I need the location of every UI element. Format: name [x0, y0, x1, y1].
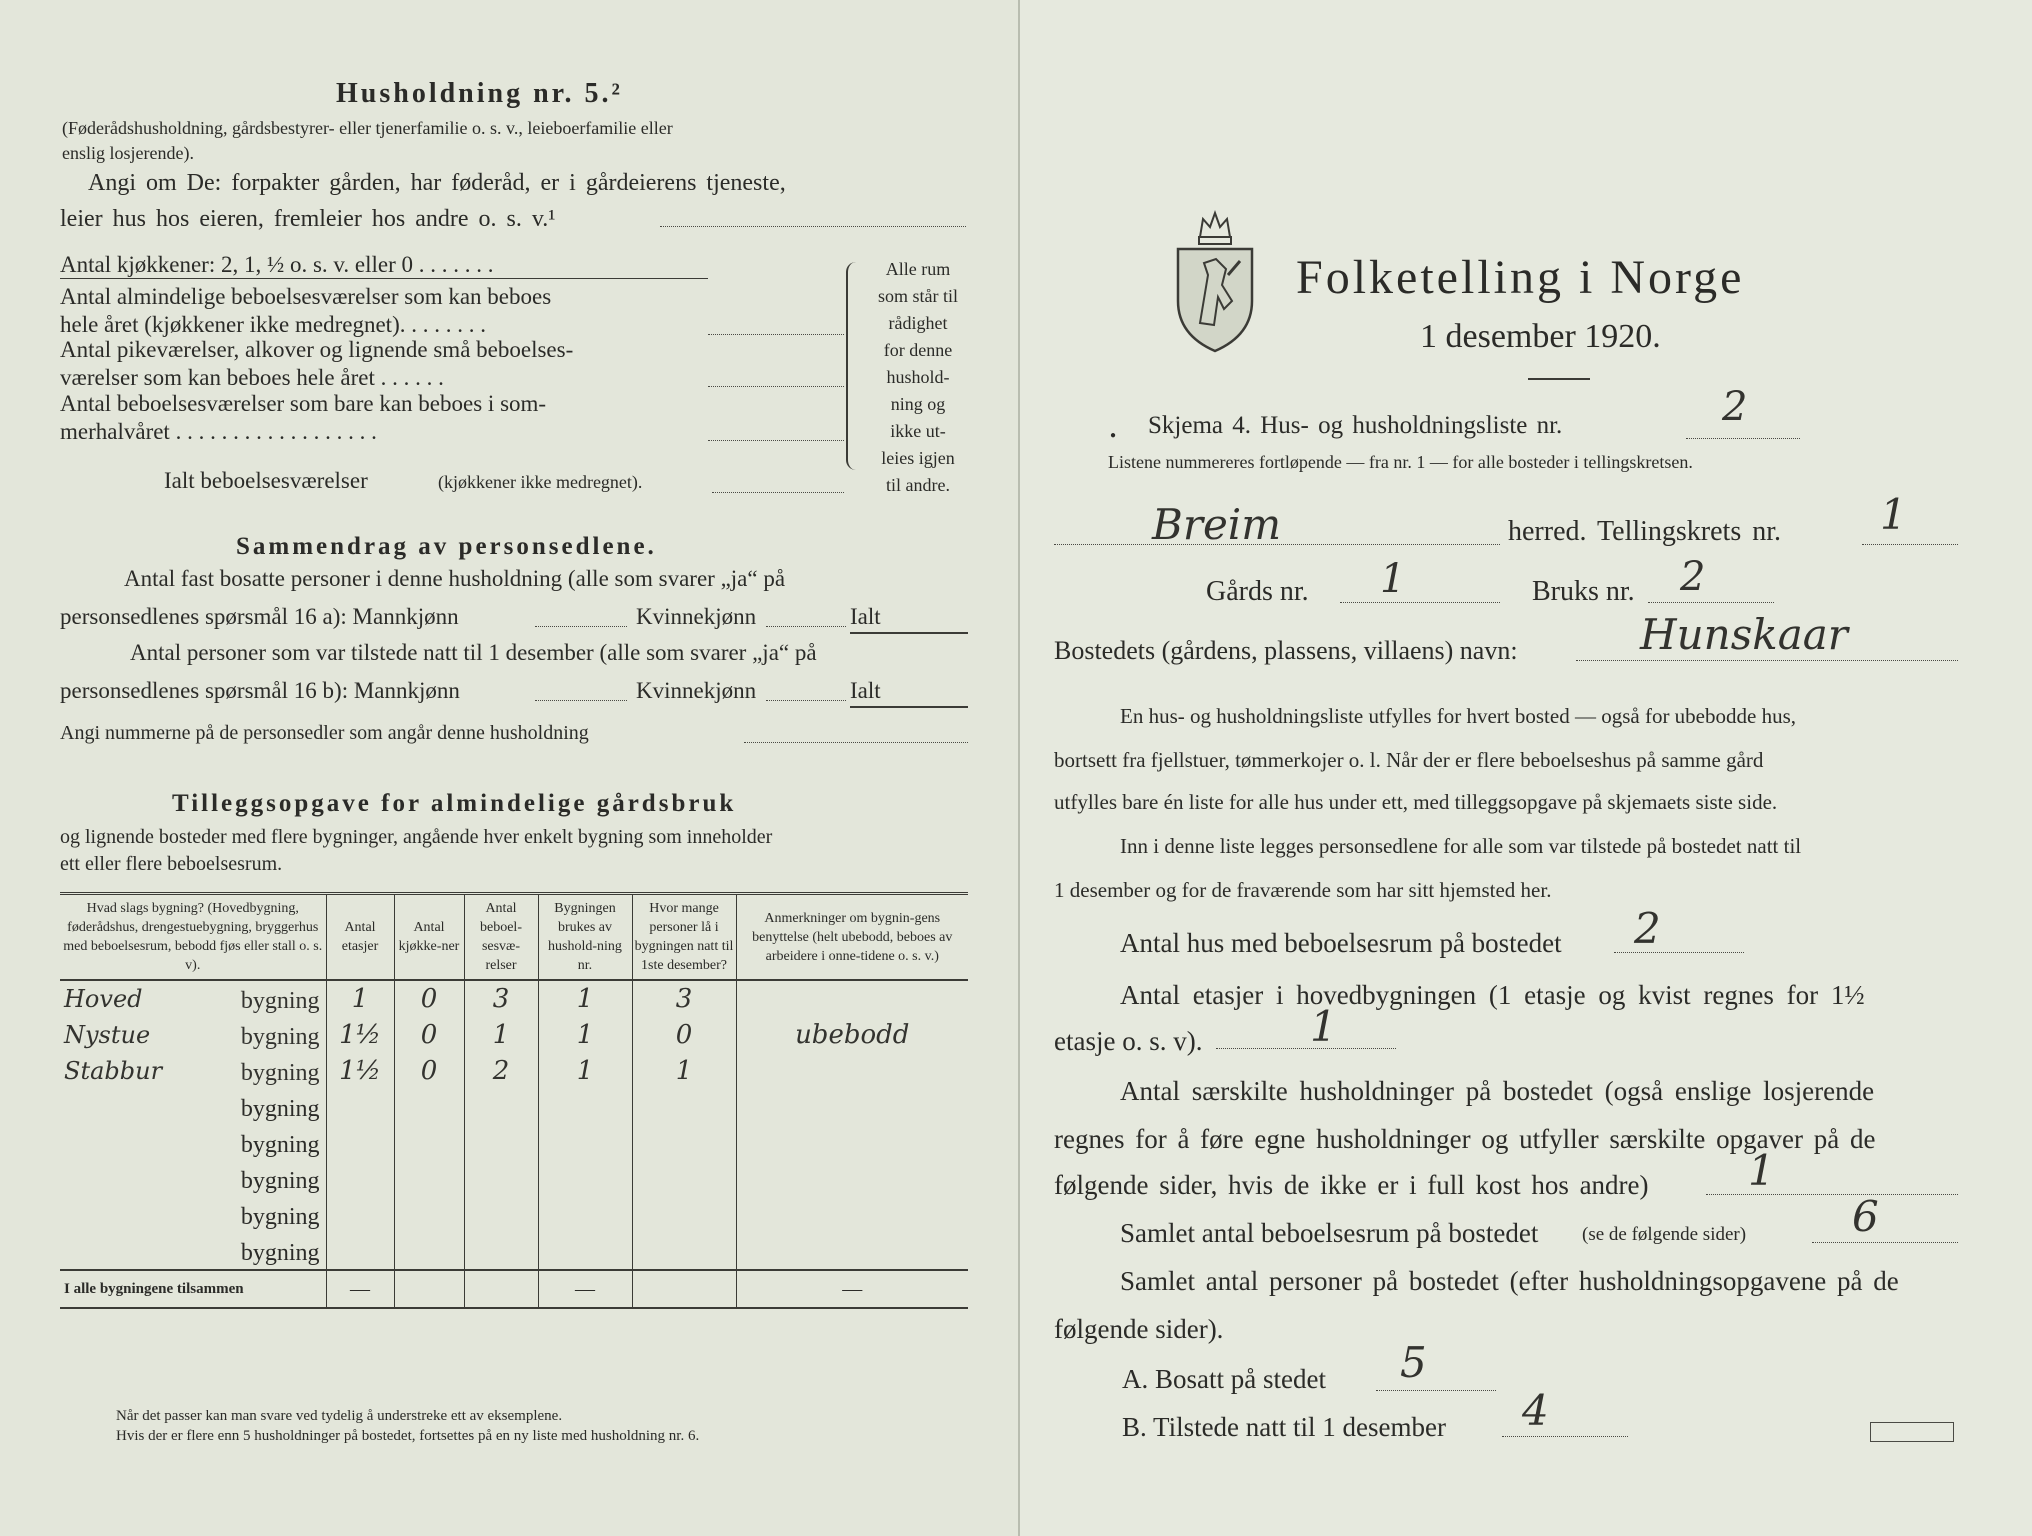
rooms-cell [464, 1125, 538, 1161]
numbers-line: Angi nummerne på de personsedler som angår denne husholdning [60, 722, 589, 744]
household-cell [538, 1089, 632, 1125]
rooms-cell: 3 [464, 980, 538, 1017]
persons-cell [632, 1089, 736, 1125]
summary-line-2: personsedlenes spørsmål 16 a): Mannkjønn [60, 604, 459, 629]
q-persons-1: Samlet antal personer på bostedet (efter husholdningsopgavene på de [1120, 1266, 1899, 1296]
floors-cell [326, 1089, 394, 1125]
side-note [868, 256, 968, 499]
building-word: bygning [240, 1024, 320, 1050]
side-note-line: for denne [883, 340, 953, 360]
female-a-line [766, 626, 846, 627]
q-houses: Antal hus med beboelsesrum på bostedet [1120, 928, 1562, 958]
schema-line: Skjema 4. Hus- og husholdningsliste nr. [1148, 412, 1563, 439]
herred-value: Breim [1152, 500, 1282, 549]
note-cell [736, 1233, 968, 1270]
note-cell [736, 1161, 968, 1197]
ask-line-2: leier hus hos eieren, fremleier hos andre o. s. v.¹ [60, 206, 556, 232]
col-kitchens: Antal kjøkke-ner [394, 894, 464, 981]
supplement-line-1: og lignende bosteder med flere bygninger, angående hver enkelt bygning som inneholder [60, 826, 773, 848]
household-cell [538, 1161, 632, 1197]
rooms-cell [464, 1089, 538, 1125]
q-floors-2: etasje o. s. v). [1054, 1026, 1203, 1056]
total-floors: — [326, 1270, 394, 1308]
total-kitchens [394, 1270, 464, 1308]
side-note-line: ning og [890, 394, 946, 414]
room-line-7: merhalvåret . . . . . . . . . . . . . . . . . . [60, 419, 377, 444]
col-rooms: Antal beboel-sesvæ-relser [464, 894, 538, 981]
coat-of-arms-icon [1170, 205, 1260, 355]
household-cell [538, 1233, 632, 1270]
bruks-no: 2 [1680, 554, 1706, 600]
resident-value: 5 [1400, 1338, 1427, 1387]
census-title: Folketelling i Norge [1296, 251, 1745, 304]
male-b-line [535, 700, 627, 701]
kitchens-cell [394, 1233, 464, 1270]
total-a-label: Ialt [850, 604, 881, 629]
rooms-cell [464, 1233, 538, 1270]
note-cell [736, 1053, 968, 1089]
persons-cell [632, 1161, 736, 1197]
note-cell [736, 980, 968, 1017]
side-note-line: leies igjen [881, 448, 955, 468]
q-floors-1: Antal etasjer i hovedbygningen (1 etasje og kvist regnes for 1½ [1120, 980, 1865, 1010]
numbers-answer-line [744, 742, 968, 743]
room-line-1: Antal kjøkkener: 2, 1, ½ o. s. v. eller 0 . . . . . . . [60, 252, 494, 277]
intro-line-2: enslig losjerende). [62, 143, 194, 163]
col-building-type: Hvad slags bygning? (Hovedbygning, føderådshus, drengestuebygning, bryggerhus med beboelsesrum, bebodd fjøs eller stall o. s. v). [60, 894, 326, 981]
numbered-note: Listene nummereres fortløpende — fra nr. 1 — for alle bosteder i tellingskretsen. [1108, 452, 1693, 472]
side-note-line: hushold- [886, 367, 950, 387]
q-rooms-value: 6 [1852, 1192, 1879, 1241]
floors-cell: 1 [326, 980, 394, 1017]
household-cell [538, 1197, 632, 1233]
household-cell: 1 [538, 1017, 632, 1053]
supplement-title: Tilleggsopgave for almindelige gårdsbruk [172, 790, 737, 817]
summary-line-4: personsedlenes spørsmål 16 b): Mannkjønn [60, 678, 460, 703]
instruction-1: En hus- og husholdningsliste utfylles for hvert bosted — også for ubebodde hus, [1120, 704, 1796, 728]
q-floors-line [1216, 1048, 1396, 1049]
intro-line-1: (Føderådshusholdning, gårdsbestyrer- eller tjenerfamilie o. s. v., leieboerfamilie eller [62, 118, 673, 138]
note-cell [736, 1089, 968, 1125]
male-a-line [535, 626, 627, 627]
col-household: Bygningen brukes av hushold-ning nr. [538, 894, 632, 981]
kitchens-cell: 0 [394, 980, 464, 1017]
ask-answer-line [660, 226, 966, 227]
table-row [60, 1197, 968, 1233]
building-word: bygning [240, 1060, 320, 1086]
building-type-cell [60, 1197, 326, 1233]
table-row [60, 1125, 968, 1161]
col-persons: Hvor mange personer lå i bygningen natt til 1ste desember? [632, 894, 736, 981]
total-b-line [850, 706, 968, 708]
side-note-line: ikke ut- [890, 421, 946, 441]
room-line-3: hele året (kjøkkener ikke medregnet). . . . . . . . [60, 312, 486, 337]
kitchens-cell [394, 1125, 464, 1161]
title-divider [1528, 378, 1590, 380]
room-line-5: værelser som kan beboes hele året . . . . . . [60, 365, 444, 390]
bruks-label: Bruks nr. [1532, 576, 1635, 607]
building-table [60, 892, 968, 1309]
rooms-cell [464, 1161, 538, 1197]
footnote-1: Når det passer kan man svare ved tydelig å understreke ett av eksemplene. [116, 1408, 563, 1424]
q-households-value: 1 [1748, 1146, 1775, 1195]
present-label: B. Tilstede natt til 1 desember [1122, 1412, 1446, 1442]
room-line-2: Antal almindelige beboelsesværelser som kan beboes [60, 284, 552, 309]
persons-cell [632, 1197, 736, 1233]
building-word: bygning [240, 1168, 320, 1194]
room-line-4: Antal pikeværelser, alkover og lignende små beboelses- [60, 337, 574, 362]
present-line [1502, 1436, 1628, 1437]
table-row [60, 1089, 968, 1125]
building-type-cell [60, 1125, 326, 1161]
table-row [60, 980, 968, 1017]
total-notes: — [736, 1270, 968, 1308]
summary-line-3: Antal personer som var tilstede natt til 1 desember (alle som svarer „ja“ på [130, 640, 817, 665]
household-cell [538, 1125, 632, 1161]
household-cell: 1 [538, 1053, 632, 1089]
building-type-cell [60, 980, 326, 1017]
krets-no: 1 [1880, 490, 1907, 539]
table-row [60, 1161, 968, 1197]
schema-no: 2 [1722, 384, 1748, 430]
table-header-row [60, 894, 968, 981]
instruction-3: utfylles bare én liste for alle hus under ett, med tilleggsopgave på skjemaets siste side. [1054, 790, 1778, 814]
bosted-line [1576, 660, 1958, 661]
female-b-line [766, 700, 846, 701]
floors-cell [326, 1125, 394, 1161]
census-date: 1 desember 1920. [1420, 318, 1661, 355]
persons-cell [632, 1233, 736, 1270]
table-row [60, 1233, 968, 1270]
q-households-2: regnes for å føre egne husholdninger og utfyller særskilte opgaver på de [1054, 1124, 1876, 1154]
floors-cell: 1½ [326, 1053, 394, 1089]
summary-title: Sammendrag av personsedlene. [236, 533, 657, 560]
q-households-1: Antal særskilte husholdninger på bostedet (også enslige losjerende [1120, 1076, 1875, 1106]
ask-line-1: Angi om De: forpakter gården, har føderåd, er i gårdeierens tjeneste, [88, 170, 786, 196]
footnote-2: Hvis der er flere enn 5 husholdninger på bostedet, fortsettes på en ny liste med husholdning nr. 6. [116, 1428, 700, 1444]
q-rooms-line [1812, 1242, 1958, 1243]
household-title: Husholdning nr. 5.² [336, 78, 623, 109]
summary-line-1: Antal fast bosatte personer i denne husholdning (alle som svarer „ja“ på [124, 566, 786, 591]
schema-no-line [1686, 438, 1800, 439]
total-household: — [538, 1270, 632, 1308]
table-total-row [60, 1270, 968, 1308]
q-households-line [1706, 1194, 1958, 1195]
table-row [60, 1017, 968, 1053]
side-note-line: til andre. [886, 475, 950, 495]
bosted-label: Bostedets (gårdens, plassens, villaens) navn: [1054, 636, 1518, 665]
building-word: bygning [240, 1132, 320, 1158]
gards-label: Gårds nr. [1206, 576, 1309, 607]
note-cell: ubebodd [736, 1017, 968, 1053]
building-type-cell [60, 1017, 326, 1053]
room-answer-4 [708, 440, 844, 441]
gards-no: 1 [1380, 556, 1406, 602]
total-label: I alle bygningene tilsammen [60, 1270, 326, 1308]
note-cell [736, 1125, 968, 1161]
bosted-value: Hunskaar [1640, 610, 1848, 659]
kitchens-cell: 0 [394, 1017, 464, 1053]
col-notes: Anmerkninger om bygnin-gens benyttelse (helt ubebodd, beboes av arbeidere i onne-tidene o. s. v.) [736, 894, 968, 981]
building-type: Stabbur [64, 1057, 163, 1085]
instruction-5: 1 desember og for de fraværende som har sitt hjemsted her. [1054, 878, 1552, 902]
female-b-label: Kvinnekjønn [636, 678, 757, 703]
q-rooms: Samlet antal beboelsesrum på bostedet [1120, 1218, 1539, 1248]
kitchens-cell [394, 1161, 464, 1197]
room-line-6: Antal beboelsesværelser som bare kan beboes i som- [60, 391, 547, 416]
floors-cell [326, 1233, 394, 1270]
floors-cell [326, 1197, 394, 1233]
building-type-cell [60, 1161, 326, 1197]
gards-line [1340, 602, 1500, 603]
total-rooms-label: Ialt beboelsesværelser [164, 468, 368, 493]
total-rooms-line [712, 492, 844, 493]
brace [846, 262, 858, 470]
present-value: 4 [1522, 1386, 1549, 1435]
rooms-cell [464, 1197, 538, 1233]
bruks-line [1648, 602, 1774, 603]
building-word: bygning [240, 988, 320, 1014]
room-rule-1 [60, 278, 708, 279]
floors-cell: 1½ [326, 1017, 394, 1053]
female-a-label: Kvinnekjønn [636, 604, 757, 629]
kitchens-cell [394, 1089, 464, 1125]
building-type: Hoved [64, 985, 143, 1013]
q-houses-value: 2 [1634, 904, 1661, 953]
total-a-line [850, 632, 968, 634]
persons-cell: 3 [632, 980, 736, 1017]
building-type-cell [60, 1089, 326, 1125]
side-note-line: som står til [878, 286, 958, 306]
floors-cell [326, 1161, 394, 1197]
side-note-line: rådighet [888, 313, 948, 333]
herred-label: herred. Tellingskrets nr. [1508, 516, 1782, 547]
table-row [60, 1053, 968, 1089]
persons-cell: 1 [632, 1053, 736, 1089]
q-rooms-note: (se de følgende sider) [1582, 1224, 1747, 1245]
q-floors-value: 1 [1310, 1002, 1337, 1051]
total-rooms [464, 1270, 538, 1308]
bullet-dot: ● [1110, 430, 1117, 441]
instruction-4: Inn i denne liste legges personsedlene for alle som var tilstede på bostedet natt til [1120, 834, 1802, 858]
building-type: Nystue [64, 1021, 151, 1049]
building-type-cell [60, 1233, 326, 1270]
building-word: bygning [240, 1204, 320, 1230]
household-cell: 1 [538, 980, 632, 1017]
total-persons [632, 1270, 736, 1308]
rooms-cell: 2 [464, 1053, 538, 1089]
room-answer-2 [708, 334, 844, 335]
room-answer-3 [708, 386, 844, 387]
resident-label: A. Bosatt på stedet [1122, 1364, 1326, 1394]
kitchens-cell [394, 1197, 464, 1233]
kitchens-cell: 0 [394, 1053, 464, 1089]
rooms-cell: 1 [464, 1017, 538, 1053]
supplement-line-2: ett eller flere beboelsesrum. [60, 853, 283, 875]
persons-cell [632, 1125, 736, 1161]
building-word: bygning [240, 1096, 320, 1122]
side-note-line: Alle rum [885, 259, 951, 279]
q-households-3: følgende sider, hvis de ikke er i full kost hos andre) [1054, 1170, 1649, 1200]
col-floors: Antal etasjer [326, 894, 394, 981]
q-persons-2: følgende sider). [1054, 1314, 1224, 1344]
total-b-label: Ialt [850, 678, 881, 703]
resident-line [1376, 1390, 1496, 1391]
total-rooms-note: (kjøkkener ikke medregnet). [438, 472, 643, 492]
building-word: bygning [240, 1240, 320, 1266]
building-type-cell [60, 1053, 326, 1089]
instruction-2: bortsett fra fjellstuer, tømmerkojer o. l. Når der er flere beboelseshus på samme gård [1054, 748, 1764, 772]
krets-line [1862, 544, 1958, 545]
persons-cell: 0 [632, 1017, 736, 1053]
printer-stamp [1870, 1422, 1954, 1442]
note-cell [736, 1197, 968, 1233]
